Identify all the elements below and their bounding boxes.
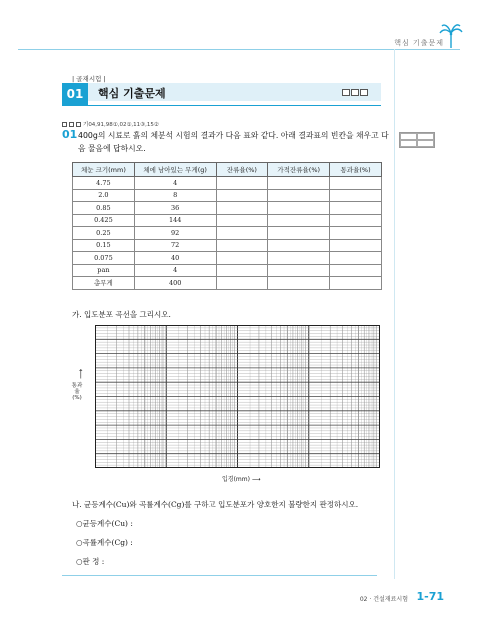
page-header xyxy=(0,0,500,50)
y-axis-arrow-icon: ⟶ xyxy=(77,368,86,380)
table-cell: 0.85 xyxy=(73,202,135,215)
table-row xyxy=(73,227,382,240)
table-cell: 0.075 xyxy=(73,252,135,265)
table-cell: 40 xyxy=(134,252,216,265)
question-text: 400g의 시료로 흙의 체분석 시험의 결과가 다음 표와 같다. 아래 결과표의 빈칸을 채우고 다음 물음에 답하시오. xyxy=(78,131,389,153)
table-cell: 0.25 xyxy=(73,227,135,240)
source-checkbox[interactable] xyxy=(62,122,67,127)
table-row xyxy=(73,177,382,190)
table-blank-cell[interactable] xyxy=(268,214,330,227)
question-source xyxy=(62,120,159,128)
table-blank-cell[interactable] xyxy=(216,264,268,277)
table-header-cell: 체에 남아있는 무게(g) xyxy=(134,163,216,177)
table-blank-cell[interactable] xyxy=(268,227,330,240)
footer-chapter: 02 · 건설재료시험 xyxy=(359,596,408,603)
answer-line-curvature: ○곡률계수(Cg) : xyxy=(76,538,133,547)
table-blank-cell[interactable] xyxy=(268,264,330,277)
sieve-analysis-table xyxy=(72,162,382,290)
table-cell: 4 xyxy=(134,264,216,277)
table-row xyxy=(73,214,382,227)
source-checkbox[interactable] xyxy=(76,122,81,127)
review-checkbox[interactable] xyxy=(360,89,368,96)
score-cell xyxy=(400,133,417,140)
sub-question-a: 가. 입도분포 곡선을 그리시오. xyxy=(72,310,171,319)
table-blank-cell[interactable] xyxy=(330,177,382,190)
table-blank-cell[interactable] xyxy=(216,227,268,240)
source-checkbox[interactable] xyxy=(69,122,74,127)
palm-tree-icon xyxy=(438,22,464,48)
review-checkbox[interactable] xyxy=(351,89,359,96)
table-blank-cell[interactable] xyxy=(216,202,268,215)
table-blank-cell[interactable] xyxy=(330,189,382,202)
footer-rule xyxy=(62,575,377,576)
score-cell xyxy=(400,140,417,147)
table-blank-cell[interactable] xyxy=(268,189,330,202)
table-blank-cell[interactable] xyxy=(330,252,382,265)
answer-line-judgement: ○판 정 : xyxy=(76,557,105,566)
table-header-cell: 잔류율(%) xyxy=(216,163,268,177)
table-cell: pan xyxy=(73,264,135,277)
table-cell: 36 xyxy=(134,202,216,215)
table-cell: 0.15 xyxy=(73,239,135,252)
header-title: 핵심 기출문제 xyxy=(394,39,444,47)
page-number: 1-71 xyxy=(416,590,444,603)
table-cell: 8 xyxy=(134,189,216,202)
table-cell: 72 xyxy=(134,239,216,252)
table-header-row xyxy=(73,163,382,177)
score-cell xyxy=(417,133,434,140)
question-number: 01 xyxy=(62,128,78,141)
table-header-cell: 통과율(%) xyxy=(330,163,382,177)
table-blank-cell[interactable] xyxy=(330,202,382,215)
table-row xyxy=(73,239,382,252)
table-blank-cell[interactable] xyxy=(268,202,330,215)
section-tag: | 골재시험 | xyxy=(72,75,106,83)
table-cell: 400 xyxy=(134,277,216,290)
x-axis-arrow-icon: ⟶ xyxy=(251,476,261,483)
table-blank-cell[interactable] xyxy=(330,264,382,277)
table-cell: 144 xyxy=(134,214,216,227)
table-row xyxy=(73,264,382,277)
table-blank-cell[interactable] xyxy=(216,189,268,202)
table-blank-cell[interactable] xyxy=(330,239,382,252)
source-text: 기04,91,98①,02①,11③,15② xyxy=(83,122,159,128)
table-blank-cell[interactable] xyxy=(268,277,330,290)
table-blank-cell[interactable] xyxy=(216,252,268,265)
table-blank-cell[interactable] xyxy=(330,277,382,290)
sub-question-b: 나. 균등계수(Cu)와 곡률계수(Cg)를 구하고 입도분포가 양호한지 불량한지 판정하시오. xyxy=(72,500,359,509)
table-blank-cell[interactable] xyxy=(268,177,330,190)
table-row xyxy=(73,202,382,215)
table-cell: 2.0 xyxy=(73,189,135,202)
title-underline xyxy=(62,105,381,106)
table-blank-cell[interactable] xyxy=(268,239,330,252)
table-cell: 0.425 xyxy=(73,214,135,227)
table-header-cell: 가적잔류율(%) xyxy=(268,163,330,177)
table-header-cell: 체눈 크기(mm) xyxy=(73,163,135,177)
answer-line-uniformity: ○균등계수(Cu) : xyxy=(76,519,133,528)
score-box xyxy=(399,132,435,148)
table-blank-cell[interactable] xyxy=(216,177,268,190)
review-checkboxes xyxy=(342,89,368,96)
review-checkbox[interactable] xyxy=(342,89,350,96)
table-row xyxy=(73,252,382,265)
table-cell: 4.75 xyxy=(73,177,135,190)
table-blank-cell[interactable] xyxy=(216,277,268,290)
x-axis-label xyxy=(222,474,261,483)
section-title: 핵심 기출문제 xyxy=(98,87,166,100)
table-cell: 총무게 xyxy=(73,277,135,290)
table-blank-cell[interactable] xyxy=(330,214,382,227)
table-cell: 92 xyxy=(134,227,216,240)
table-cell: 4 xyxy=(134,177,216,190)
table-blank-cell[interactable] xyxy=(330,227,382,240)
table-blank-cell[interactable] xyxy=(268,252,330,265)
margin-rule xyxy=(394,49,395,579)
section-number: 01 xyxy=(62,83,88,105)
semilog-grid[interactable] xyxy=(95,325,380,468)
score-cell xyxy=(417,140,434,147)
table-row xyxy=(73,189,382,202)
table-blank-cell[interactable] xyxy=(216,239,268,252)
x-axis-label-text: 입경(mm) xyxy=(222,476,250,483)
y-axis-label: 통과율(%) xyxy=(71,383,83,401)
table-blank-cell[interactable] xyxy=(216,214,268,227)
table-row xyxy=(73,277,382,290)
